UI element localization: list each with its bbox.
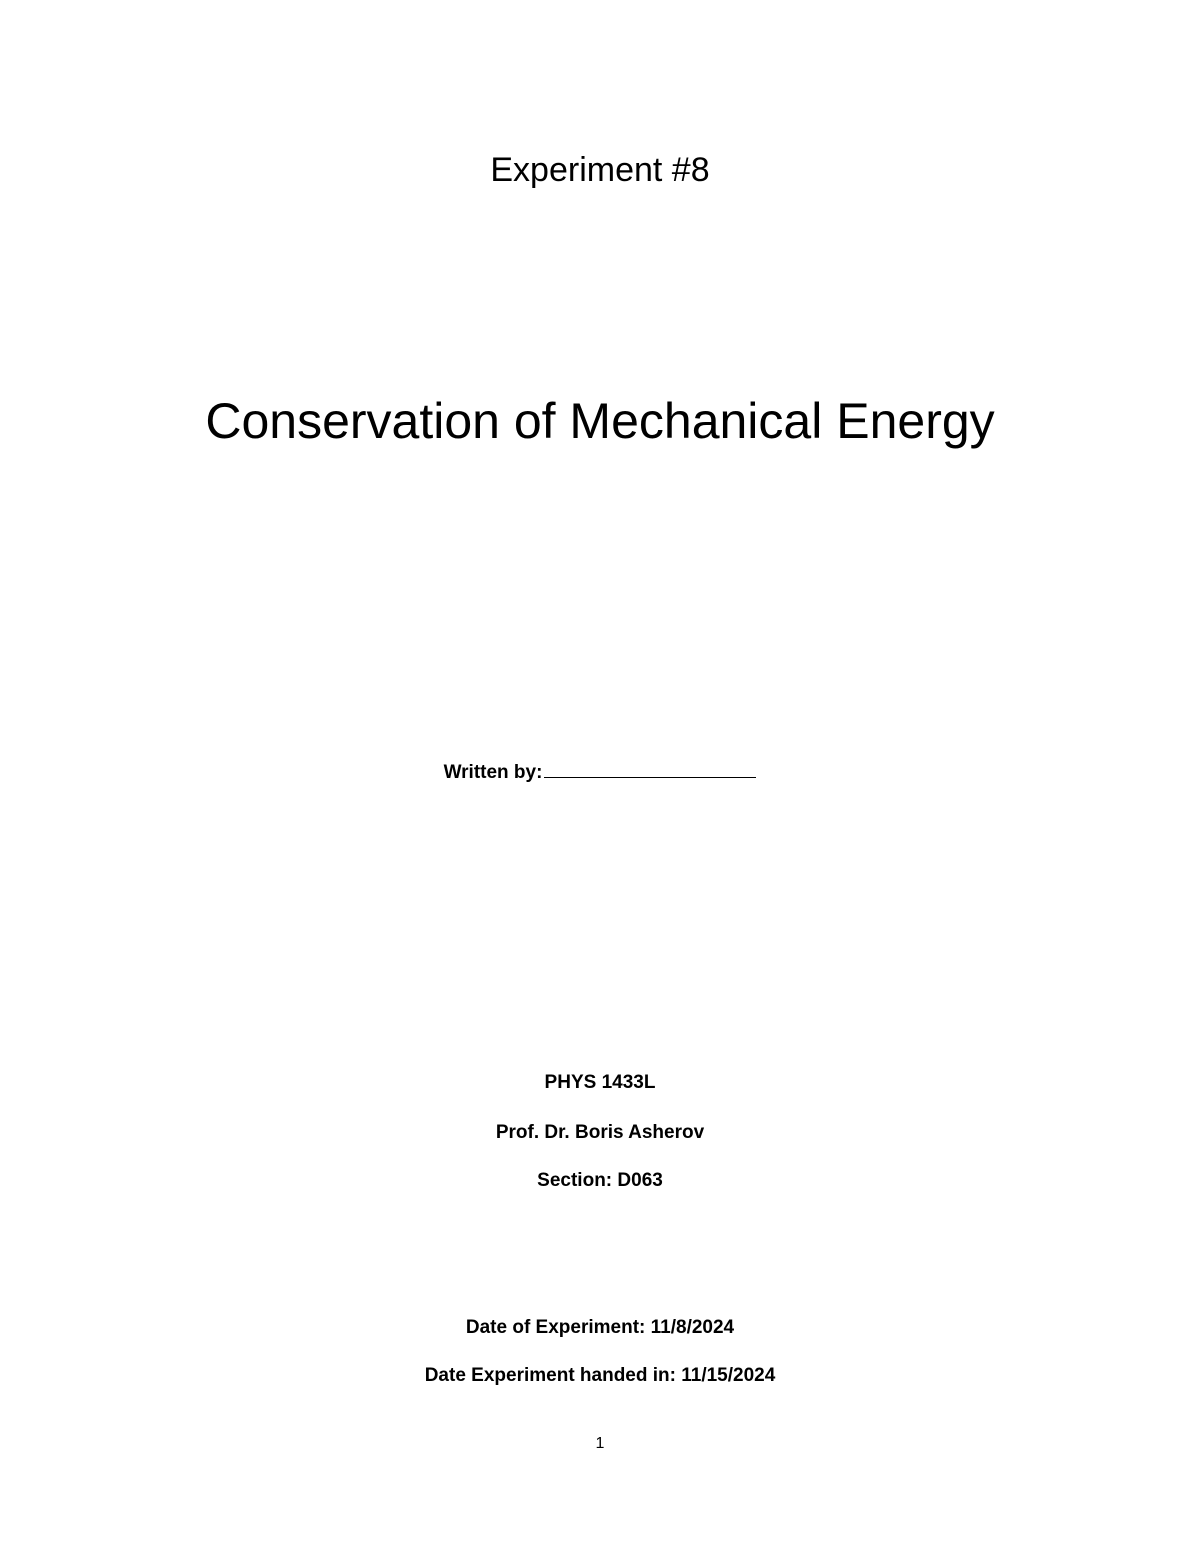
professor-name: Prof. Dr. Boris Asherov: [495, 1122, 705, 1143]
page-number: 1: [595, 1435, 605, 1452]
course-code: PHYS 1433L: [544, 1072, 656, 1093]
experiment-number: Experiment #8: [490, 151, 710, 189]
written-by-label: Written by:: [443, 762, 543, 783]
document-title: Conservation of Mechanical Energy: [205, 393, 995, 449]
date-handed-in: Date Experiment handed in: 11/15/2024: [424, 1365, 776, 1386]
date-of-experiment: Date of Experiment: 11/8/2024: [465, 1317, 735, 1338]
section-number: Section: D063: [537, 1170, 663, 1191]
author-blank-line: [544, 757, 756, 778]
written-by-line: [0, 757, 1200, 785]
